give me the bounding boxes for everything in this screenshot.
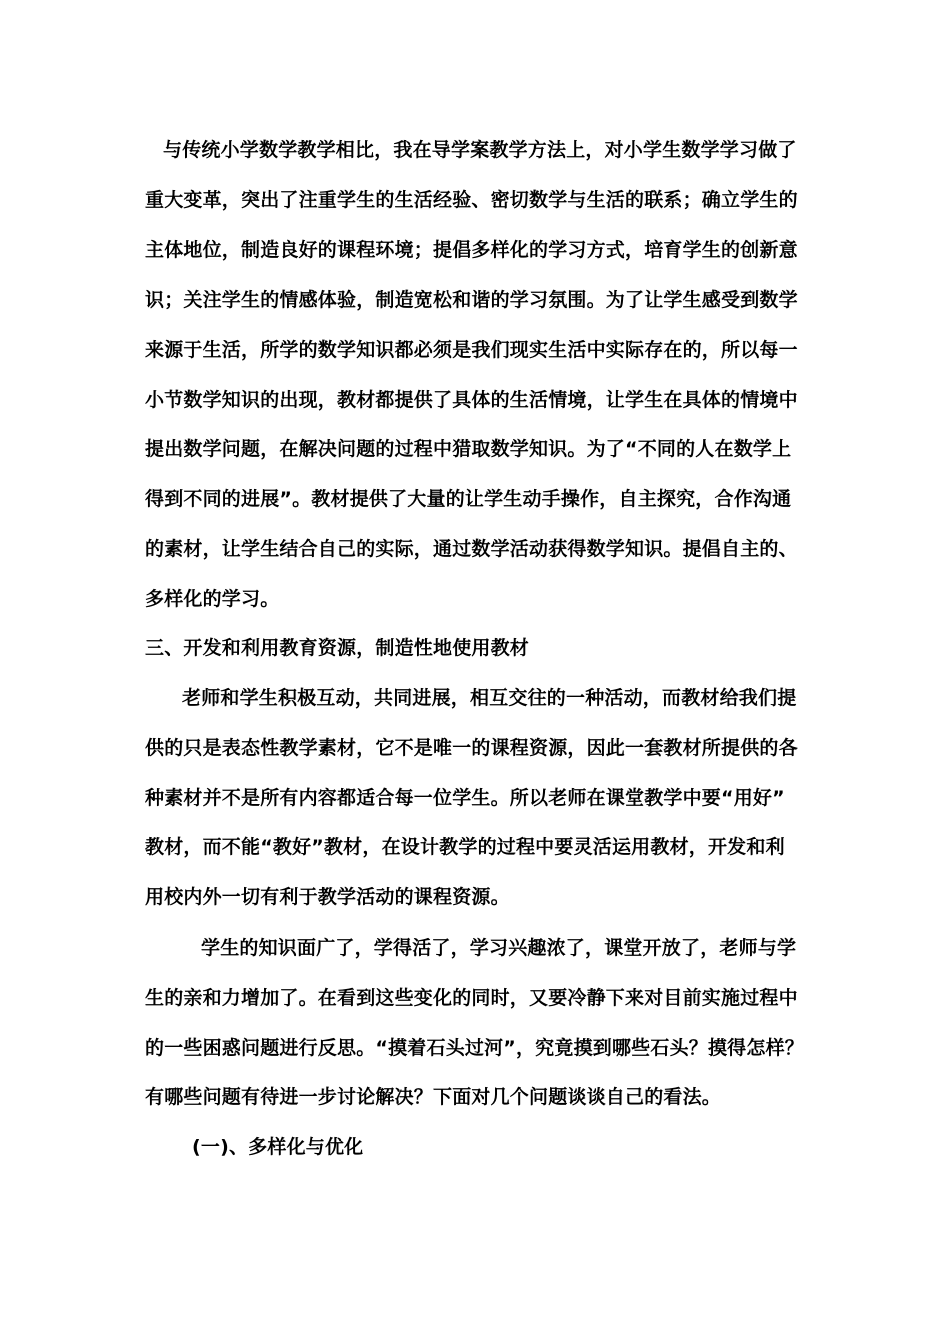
paragraph-2-line-2: 供的只是表态性教学素材，它不是唯一的课程资源，因此一套教材所提供的各 (145, 737, 798, 759)
paragraph-1-line-2: 重大变革，突出了注重学生的生活经验、密切数学与生活的联系；确立学生的 (145, 189, 798, 211)
paragraph-1-line-8: 得到不同的进展”。教材提供了大量的让学生动手操作，自主探究，合作沟通 (145, 488, 792, 510)
subsection-heading: (一)、多样化与优化 (192, 1136, 364, 1158)
paragraph-2-line-4: 教材，而不能“教好”教材，在设计教学的过程中要灵活运用教材，开发和利 (145, 836, 785, 858)
section-heading: 三、开发和利用教育资源，制造性地使用教材 (145, 637, 530, 659)
paragraph-1-line-10: 多样化的学习。 (145, 588, 280, 610)
paragraph-2-line-5: 用校内外一切有利于教学活动的课程资源。 (145, 886, 510, 908)
paragraph-1-line-3: 主体地位，制造良好的课程环境；提倡多样化的学习方式，培育学生的创新意 (145, 239, 798, 261)
paragraph-1-line-7: 提出数学问题，在解决问题的过程中猎取数学知识。为了“不同的人在数学上 (145, 438, 792, 460)
paragraph-3-line-1: 学生的知识面广了，学得活了，学习兴趣浓了，课堂开放了，老师与学 (201, 937, 797, 959)
paragraph-1-line-4: 识；关注学生的情感体验，制造宽松和谐的学习氛围。为了让学生感受到数学 (145, 289, 798, 311)
paragraph-1-line-1: 与传统小学数学教学相比，我在导学案教学方法上，对小学生数学学习做了 (163, 139, 797, 161)
paragraph-1-line-9: 的素材，让学生结合自己的实际，通过数学活动获得数学知识。提倡自主的、 (145, 538, 798, 560)
paragraph-3-line-3: 的一些困惑问题进行反思。“摸着石头过河”，究竟摸到哪些石头？摸得怎样？ (145, 1037, 804, 1059)
paragraph-2-line-1: 老师和学生积极互动，共同进展，相互交往的一种活动，而教材给我们提 (182, 687, 797, 709)
paragraph-1-line-5: 来源于生活，所学的数学知识都必须是我们现实生活中实际存在的，所以每一 (145, 339, 798, 361)
paragraph-1-line-6: 小节数学知识的出现，教材都提供了具体的生活情境，让学生在具体的情境中 (145, 389, 798, 411)
paragraph-2-line-3: 种素材并不是所有内容都适合每一位学生。所以老师在课堂教学中要“用好” (145, 787, 785, 809)
paragraph-3-line-2: 生的亲和力增加了。在看到这些变化的同时，又要冷静下来对目前实施过程中 (145, 987, 798, 1009)
paragraph-3-line-4: 有哪些问题有待进一步讨论解决？下面对几个问题谈谈自己的看法。 (145, 1086, 722, 1108)
